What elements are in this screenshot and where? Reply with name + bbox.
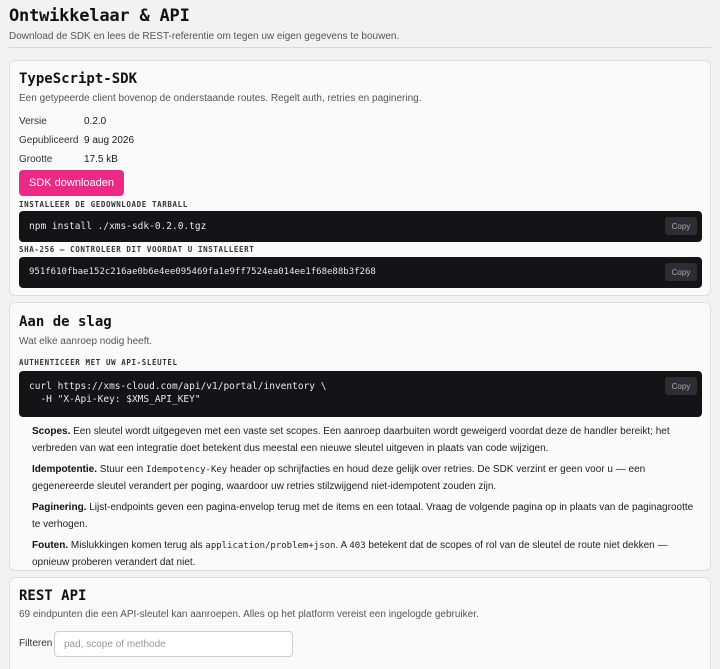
note-title: Paginering.: [32, 502, 87, 513]
note-scopes: [32, 424, 704, 457]
sdk-title: TypeScript-SDK: [19, 71, 138, 87]
page-subtitle: Download de SDK en lees de REST-referentie om tegen uw eigen gegevens te bouwen.: [9, 31, 400, 42]
sdk-meta: [19, 112, 134, 169]
note-title: Scopes.: [32, 426, 71, 437]
note-text: Lijst-endpoints geven een pagina-envelop terug met de items en een totaal. Vraag de volgende pagina op in plaats van de paginagrootte te verhogen.: [32, 502, 694, 530]
note-text: . A: [335, 540, 350, 551]
install-command: npm install ./xms-sdk-0.2.0.tgz: [29, 221, 207, 232]
note-pagination: [32, 500, 704, 533]
sha-value: 951f610fbae152c216ae0b6e4ee095469fa1e9ff7524ea014ee1f68e88b3f268: [29, 267, 376, 277]
page-header: [9, 6, 399, 42]
rest-api-card: [9, 577, 711, 669]
sha-label: SHA-256 — CONTROLEER DIT VOORDAT U INSTALLEERT: [19, 245, 255, 254]
sdk-card: [9, 60, 711, 296]
note-text: betekent dat de scopes of rol van de sleutel de route niet dekken — opnieuw proberen verandert dat niet.: [32, 540, 668, 568]
meta-key: Versie: [19, 116, 47, 127]
page-title: Ontwikkelaar & API: [9, 6, 190, 26]
getting-started-card: [9, 302, 711, 571]
copy-install-button[interactable]: Copy: [665, 217, 697, 235]
meta-value: 17.5 kB: [84, 154, 118, 165]
install-code-block: [19, 211, 702, 242]
auth-label: AUTHENTICEER MET UW API-SLEUTEL: [19, 358, 178, 367]
install-label: INSTALLEER DE GEDOWNLOADE TARBALL: [19, 200, 188, 209]
rest-title: REST API: [19, 588, 87, 604]
note-text: header op schrijfacties en houd deze gelijk over retries. De SDK verzint er geen voor u — een gegenereerde sleutel verandert per poging, waardoor uw retries stilzwijgend niet-idempotent zouden zijn.: [32, 464, 646, 492]
inline-code: 403: [349, 541, 366, 551]
header-divider: [9, 47, 711, 48]
note-text: Mislukkingen komen terug als: [68, 540, 206, 551]
note-text: Stuur een: [97, 464, 146, 475]
note-title: Fouten.: [32, 540, 69, 551]
meta-key: Gepubliceerd: [19, 135, 79, 146]
copy-sha-button[interactable]: Copy: [665, 263, 697, 281]
note-title: Idempotentie.: [32, 464, 98, 475]
sdk-subtitle: Een getypeerde client bovenop de onderstaande routes. Regelt auth, retries en paginering.: [19, 93, 422, 104]
auth-code-block: [19, 371, 702, 417]
meta-value: 9 aug 2026: [84, 135, 135, 146]
meta-published-row: [19, 131, 134, 150]
auth-command: curl https://xms-cloud.com/api/v1/portal/inventory \ -H "X-Api-Key: $XMS_API_KEY": [29, 381, 327, 405]
note-text: Een sleutel wordt uitgegeven met een vaste set scopes. Een aanroep daarbuiten wordt geweigerd voordat deze de handler bereikt; het verbreden van wat een integratie doet betekent dus meestal een nieuwe sleutel uitgeven in plaats van code wijzigen.: [32, 426, 670, 454]
inline-code: application/problem+json: [205, 541, 336, 551]
copy-auth-button[interactable]: Copy: [665, 377, 697, 395]
api-notes: [32, 424, 704, 576]
sdk-download-button[interactable]: SDK downloaden: [19, 170, 124, 196]
getting-started-subtitle: Wat elke aanroep nodig heeft.: [19, 336, 153, 347]
rest-subtitle: 69 eindpunten die een API-sleutel kan aanroepen. Alles op het platform vereist een ingelogde gebruiker.: [19, 609, 479, 620]
inline-code: Idempotency-Key: [145, 465, 228, 475]
meta-size-row: [19, 150, 134, 169]
note-errors: [32, 538, 704, 571]
meta-value: 0.2.0: [84, 116, 107, 127]
filter-input[interactable]: [54, 631, 293, 657]
filter-label: Filteren: [19, 638, 53, 649]
sha-code-block: [19, 257, 702, 288]
meta-version-row: [19, 112, 134, 131]
note-idempotency: [32, 462, 704, 495]
getting-started-title: Aan de slag: [19, 314, 112, 330]
meta-key: Grootte: [19, 154, 53, 165]
